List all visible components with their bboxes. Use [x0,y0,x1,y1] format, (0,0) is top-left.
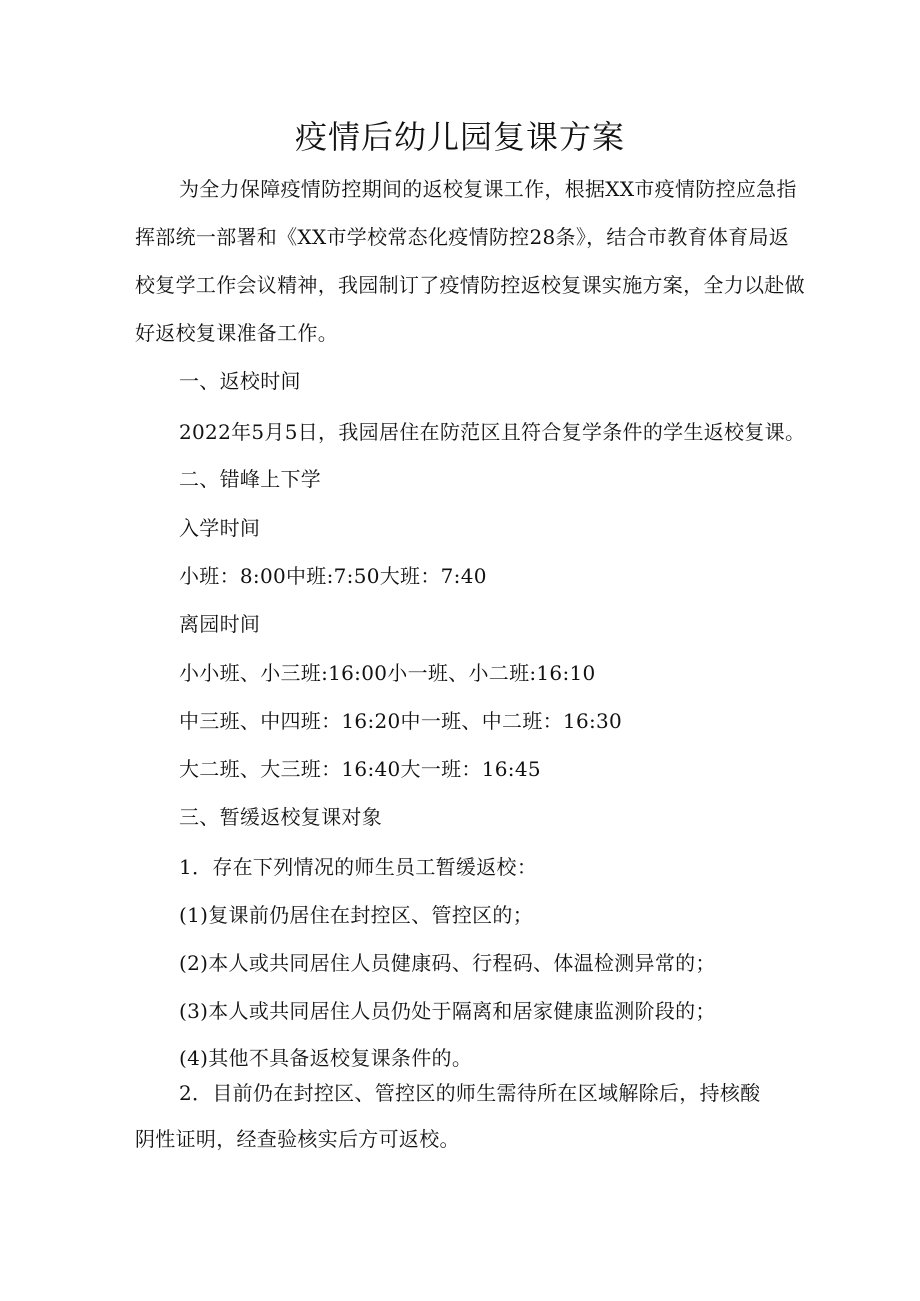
intro-line: 好返校复课准备工作。 [135,321,338,345]
paragraph: 2022年5月5日，我园居住在防范区且符合复学条件的学生返校复课。 [179,420,806,444]
list-item: 阴性证明，经查验核实后方可返校。 [135,1127,460,1151]
paragraph: 大二班、大三班：16:40大一班：16:45 [179,757,541,781]
document-title: 疫情后幼儿园复课方案 [294,118,625,156]
paragraph: 入学时间 [179,516,261,540]
section-heading: 三、暂缓返校复课对象 [179,805,382,829]
section-heading: 二、错峰上下学 [179,467,322,491]
section-heading: 一、返校时间 [179,369,301,393]
intro-line: 为全力保障疫情防控期间的返校复课工作，根据XX市疫情防控应急指 [179,177,797,201]
intro-line: 校复学工作会议精神，我园制订了疫情防控返校复课实施方案，全力以赴做 [135,273,805,297]
list-item: 2．目前仍在封控区、管控区的师生需待所在区域解除后，持核酸 [179,1081,761,1105]
list-item: (3)本人或共同居住人员仍处于隔离和居家健康监测阶段的； [179,999,716,1023]
list-item: (4)其他不具备返校复课条件的。 [179,1046,473,1070]
paragraph: 中三班、中四班：16:20中一班、中二班：16:30 [179,709,623,733]
paragraph: 小班：8:00中班:7:50大班：7:40 [179,564,487,588]
paragraph: 小小班、小三班:16:00小一班、小二班:16:10 [179,661,596,685]
paragraph: 离园时间 [179,612,261,636]
list-item: 1．存在下列情况的师生员工暂缓返校： [179,855,538,879]
list-item: (2)本人或共同居住人员健康码、行程码、体温检测异常的； [179,951,716,975]
intro-line: 挥部统一部署和《XX市学校常态化疫情防控28条》，结合市教育体育局返 [135,225,790,249]
list-item: (1)复课前仍居住在封控区、管控区的； [179,903,534,927]
